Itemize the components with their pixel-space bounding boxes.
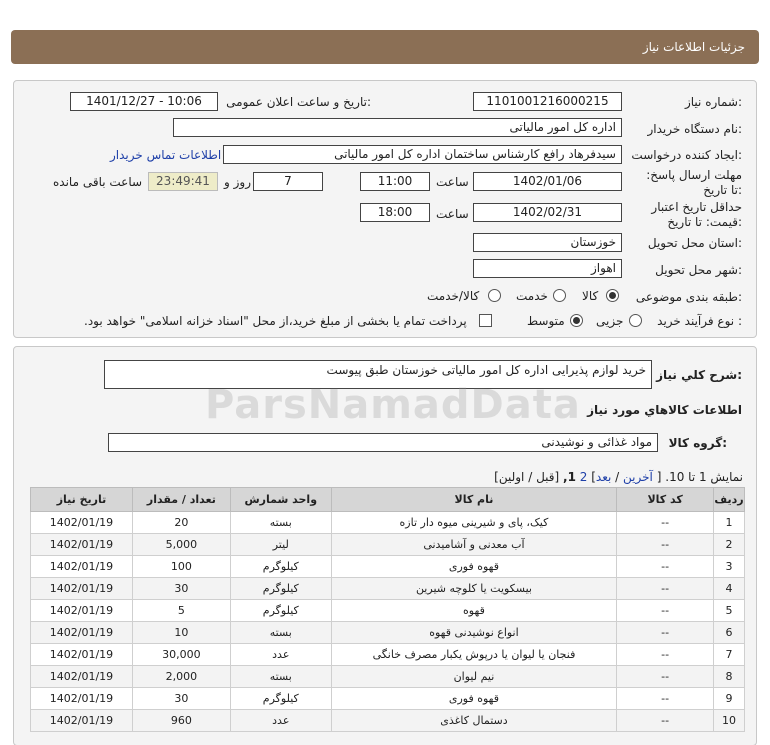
city-field: اهواز xyxy=(473,259,622,278)
province-label: استان محل تحویل: xyxy=(647,236,742,250)
cell-unit: بسته xyxy=(230,666,331,688)
table-row[interactable] xyxy=(31,578,745,600)
page-header xyxy=(11,30,759,64)
process-minor-radio[interactable] xyxy=(629,314,642,327)
cell-row-number: 9 xyxy=(714,688,745,710)
summary-label: شرح کلي نياز: xyxy=(656,368,742,382)
deadline-date-field: 1402/01/06 xyxy=(473,172,622,191)
table-header-row xyxy=(31,488,745,512)
deadline-time-field: 11:00 xyxy=(360,172,430,191)
cell-quantity: 2,000 xyxy=(132,666,230,688)
cell-goods-code: -- xyxy=(617,688,714,710)
cell-need-date: 1402/01/19 xyxy=(31,556,133,578)
table-row[interactable] xyxy=(31,688,745,710)
cell-need-date: 1402/01/19 xyxy=(31,666,133,688)
process-medium-label: متوسط xyxy=(527,314,565,328)
cell-unit: بسته xyxy=(230,622,331,644)
cell-goods-name: قهوه xyxy=(331,600,616,622)
cell-need-date: 1402/01/19 xyxy=(31,710,133,732)
col-qty-header: تعداد / مقدار xyxy=(132,488,230,512)
goods-group-label: گروه کالا: xyxy=(668,436,727,450)
cell-row-number: 7 xyxy=(714,644,745,666)
cell-unit: کیلوگرم xyxy=(230,688,331,710)
cell-quantity: 30,000 xyxy=(132,644,230,666)
deadline-time-label: ساعت xyxy=(436,175,469,189)
need-number-label: شماره نیاز: xyxy=(684,95,742,109)
remaining-label: ساعت باقی مانده xyxy=(53,175,143,189)
cell-need-date: 1402/01/19 xyxy=(31,644,133,666)
buyer-contact-link[interactable]: اطلاعات تماس خریدار xyxy=(110,148,222,162)
cell-row-number: 1 xyxy=(714,512,745,534)
cell-goods-code: -- xyxy=(617,556,714,578)
cell-quantity: 30 xyxy=(132,688,230,710)
table-row[interactable] xyxy=(31,556,745,578)
pagination-last-link[interactable]: آخرین xyxy=(623,470,653,484)
creator-field: سیدفرهاد رافع کارشناس ساختمان اداره کل امور مالیاتی xyxy=(223,145,622,164)
page-title: جزئیات اطلاعات نیاز xyxy=(642,40,745,54)
table-row[interactable] xyxy=(31,644,745,666)
cell-goods-name: فنجان یا لیوان یا درپوش یکبار مصرف خانگی xyxy=(331,644,616,666)
category-goods-radio[interactable] xyxy=(606,289,619,302)
cell-unit: بسته xyxy=(230,512,331,534)
col-unit-header: واحد شمارش xyxy=(230,488,331,512)
cell-unit: لیتر xyxy=(230,534,331,556)
cell-unit: عدد xyxy=(230,644,331,666)
cell-quantity: 100 xyxy=(132,556,230,578)
watermark: ParsNamadData xyxy=(205,382,581,428)
cell-unit: کیلوگرم xyxy=(230,600,331,622)
cell-quantity: 5 xyxy=(132,600,230,622)
cell-quantity: 960 xyxy=(132,710,230,732)
province-field: خوزستان xyxy=(473,233,622,252)
need-number-field: 1101001216000215 xyxy=(473,92,622,111)
summary-field: خرید لوازم پذیرایی اداره کل امور مالیاتی خوزستان طبق پیوست xyxy=(104,360,652,389)
cell-quantity: 30 xyxy=(132,578,230,600)
cell-need-date: 1402/01/19 xyxy=(31,622,133,644)
cell-quantity: 10 xyxy=(132,622,230,644)
cell-row-number: 2 xyxy=(714,534,745,556)
category-goods-service-label: کالا/خدمت xyxy=(427,289,480,303)
cell-goods-code: -- xyxy=(617,600,714,622)
payment-note: پرداخت تمام یا بخشی از مبلغ خرید،از محل "اسناد خزانه اسلامی" خواهد بود. xyxy=(84,314,467,328)
category-goods-service-radio[interactable] xyxy=(488,289,501,302)
days-label: روز و xyxy=(224,175,251,189)
cell-goods-name: دستمال کاغذی xyxy=(331,710,616,732)
cell-goods-code: -- xyxy=(617,622,714,644)
cell-row-number: 8 xyxy=(714,666,745,688)
cell-unit: کیلوگرم xyxy=(230,556,331,578)
process-label: نوع فرآیند خرید : xyxy=(657,314,742,328)
buyer-field: اداره کل امور مالیاتی xyxy=(173,118,622,137)
pagination-next-link[interactable]: بعد xyxy=(595,470,612,484)
validity-time-label: ساعت xyxy=(436,207,469,221)
goods-group-field: مواد غذائی و نوشیدنی xyxy=(108,433,658,452)
cell-goods-code: -- xyxy=(617,644,714,666)
cell-goods-code: -- xyxy=(617,578,714,600)
announce-datetime-field: 1401/12/27 - 10:06 xyxy=(70,92,218,111)
cell-goods-name: آب معدنی و آشامیدنی xyxy=(331,534,616,556)
validity-time-field: 18:00 xyxy=(360,203,430,222)
goods-table xyxy=(30,487,745,732)
table-row[interactable] xyxy=(31,600,745,622)
col-row-header: ردیف xyxy=(714,488,745,512)
table-row[interactable] xyxy=(31,512,745,534)
cell-row-number: 4 xyxy=(714,578,745,600)
remaining-time-field: 23:49:41 xyxy=(148,172,218,191)
table-row[interactable] xyxy=(31,534,745,556)
cell-quantity: 20 xyxy=(132,512,230,534)
treasury-payment-checkbox[interactable] xyxy=(479,314,492,327)
goods-info-title: اطلاعات کالاهاي مورد نياز xyxy=(587,403,742,417)
cell-goods-name: انواع نوشیدنی قهوه xyxy=(331,622,616,644)
cell-need-date: 1402/01/19 xyxy=(31,688,133,710)
cell-goods-code: -- xyxy=(617,666,714,688)
cell-unit: کیلوگرم xyxy=(230,578,331,600)
cell-need-date: 1402/01/19 xyxy=(31,600,133,622)
cell-goods-code: -- xyxy=(617,512,714,534)
pagination-prev-first: [قبل / اولین] xyxy=(494,470,560,484)
cell-need-date: 1402/01/19 xyxy=(31,578,133,600)
cell-goods-name: نیم لیوان xyxy=(331,666,616,688)
table-row[interactable] xyxy=(31,710,745,732)
category-label: طبقه بندی موضوعی: xyxy=(635,290,742,304)
process-medium-radio[interactable] xyxy=(570,314,583,327)
category-service-label: خدمت xyxy=(516,289,548,303)
city-label: شهر محل تحویل: xyxy=(655,263,742,277)
announce-label: تاریخ و ساعت اعلان عمومی: xyxy=(226,95,371,109)
pagination-current-page: 1, xyxy=(563,470,576,484)
col-code-header: کد کالا xyxy=(617,488,714,512)
creator-label: ایجاد کننده درخواست: xyxy=(631,148,742,162)
pagination-bracket-open: [ xyxy=(656,470,662,484)
cell-goods-code: -- xyxy=(617,710,714,732)
table-row[interactable] xyxy=(31,622,745,644)
cell-goods-name: قهوه فوری xyxy=(331,556,616,578)
days-field: 7 xyxy=(253,172,323,191)
cell-goods-name: قهوه فوری xyxy=(331,688,616,710)
cell-row-number: 3 xyxy=(714,556,745,578)
table-row[interactable] xyxy=(31,666,745,688)
cell-row-number: 5 xyxy=(714,600,745,622)
category-service-radio[interactable] xyxy=(553,289,566,302)
cell-row-number: 10 xyxy=(714,710,745,732)
deadline-label: مهلت ارسال پاسخ: تا تاریخ: xyxy=(646,168,742,197)
cell-need-date: 1402/01/19 xyxy=(31,512,133,534)
cell-need-date: 1402/01/19 xyxy=(31,534,133,556)
validity-date-field: 1402/02/31 xyxy=(473,203,622,222)
cell-goods-name: کیک، پای و شیرینی میوه دار تازه xyxy=(331,512,616,534)
pagination-page-2-link[interactable]: 2 xyxy=(579,470,588,484)
col-date-header: تاریخ نیاز xyxy=(31,488,133,512)
cell-unit: عدد xyxy=(230,710,331,732)
process-minor-label: جزیی xyxy=(596,314,624,328)
cell-goods-code: -- xyxy=(617,534,714,556)
cell-quantity: 5,000 xyxy=(132,534,230,556)
col-name-header: نام کالا xyxy=(331,488,616,512)
buyer-label: نام دستگاه خریدار: xyxy=(647,122,742,136)
cell-row-number: 6 xyxy=(714,622,745,644)
pagination-showing: نمایش 1 تا 10. xyxy=(665,470,743,484)
cell-goods-name: بیسکویت یا کلوچه شیرین xyxy=(331,578,616,600)
validity-label: حداقل تاریخ اعتبار قیمت: تا تاریخ: xyxy=(651,200,742,229)
pagination: نمایش 1 تا 10. [ آخرین / بعد] 2 1, [قبل / اولین] xyxy=(494,470,743,484)
category-goods-label: کالا xyxy=(582,289,599,303)
